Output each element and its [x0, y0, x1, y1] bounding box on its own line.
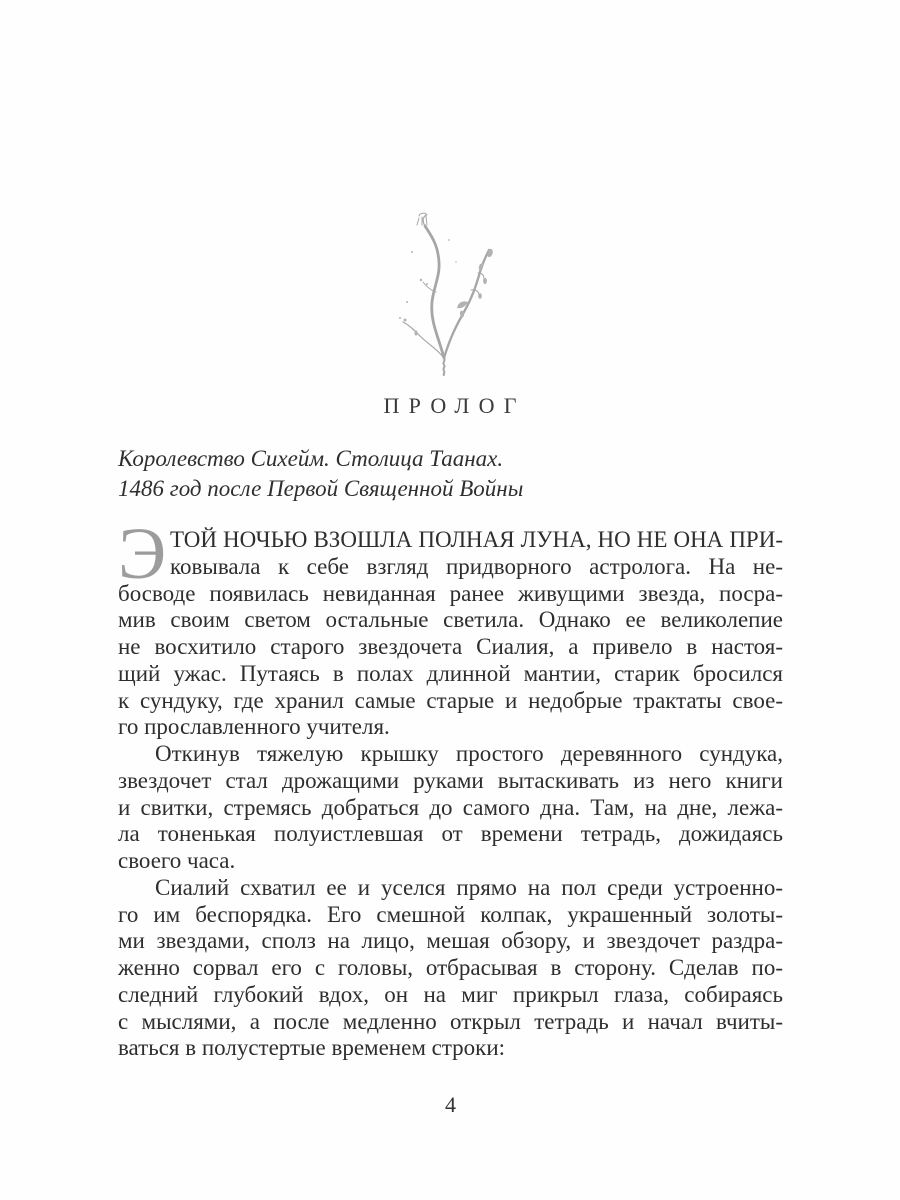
- text-line: и свитки, стремясь добраться до самого дна. Там, на дне, лежа-: [118, 794, 783, 820]
- text-line: своего часа.: [118, 848, 236, 873]
- text-line: не восхитило старого звездочета Сиалия, а привело в настоя-: [118, 634, 783, 659]
- text-line: Сиалий схватил ее и уселся прямо на пол среди устроенно-: [155, 874, 783, 900]
- text-line: ваться в полустертые временем строки:: [118, 1035, 506, 1061]
- floral-sprig-icon: [392, 210, 494, 376]
- epigraph-line-2: 1486 год после Первой Священной Войны: [118, 476, 524, 501]
- text-line: ми звездами, сполз на лицо, мешая обзору, и звездочет раздра-: [118, 928, 783, 954]
- text-line: мив своим светом остальные светила. Однако ее великолепие: [118, 607, 783, 633]
- paragraph: [118, 513, 783, 741]
- text-line: ла тоненькая полуистлевшая от времени тетрадь, дожидаясь: [118, 821, 783, 847]
- drop-cap: Э: [118, 513, 167, 594]
- text-line: ковывала к себе взгляд придворного астролога. На не-: [170, 553, 783, 579]
- chapter-title: ПРОЛОГ: [383, 393, 526, 418]
- text-line: к сундуку, где хранил самые старые и недобрые трактаты свое-: [118, 687, 783, 713]
- text-line: звездочет стал дрожащими руками вытаскивать из него книги: [118, 767, 783, 793]
- paragraph: [118, 875, 783, 1062]
- text-line: с мыслями, а после медленно открыл тетрадь и начал вчиты-: [118, 1008, 783, 1034]
- epigraph-line-1: Королевство Сихейм. Столица Таанах.: [118, 446, 504, 471]
- text-line: босводе появилась невиданная ранее живущими звезда, посра-: [118, 580, 783, 606]
- text-line: следний глубокий вдох, он на миг прикрыл глаза, собираясь: [118, 981, 783, 1007]
- text-line: го прославленного учителя.: [118, 714, 390, 740]
- page-number: 4: [445, 1092, 456, 1117]
- text-line: го им беспорядка. Его смешной колпак, украшенный золоты-: [118, 901, 783, 927]
- text-line: щий ужас. Путаясь в полах длинной мантии, старик бросился: [118, 660, 783, 686]
- text-line: Откинув тяжелую крышку простого деревянного сундука,: [155, 741, 783, 766]
- text-line: ТОЙ НОЧЬЮ ВЗОШЛА ПОЛНАЯ ЛУНА, НО НЕ ОНА ПРИ-: [170, 527, 783, 552]
- text-line: женно сорвал его с головы, отбрасывая в сторону. Сделав по-: [118, 955, 783, 980]
- paragraph: [118, 741, 783, 875]
- epigraph: [118, 444, 783, 504]
- body-text: [118, 513, 783, 1062]
